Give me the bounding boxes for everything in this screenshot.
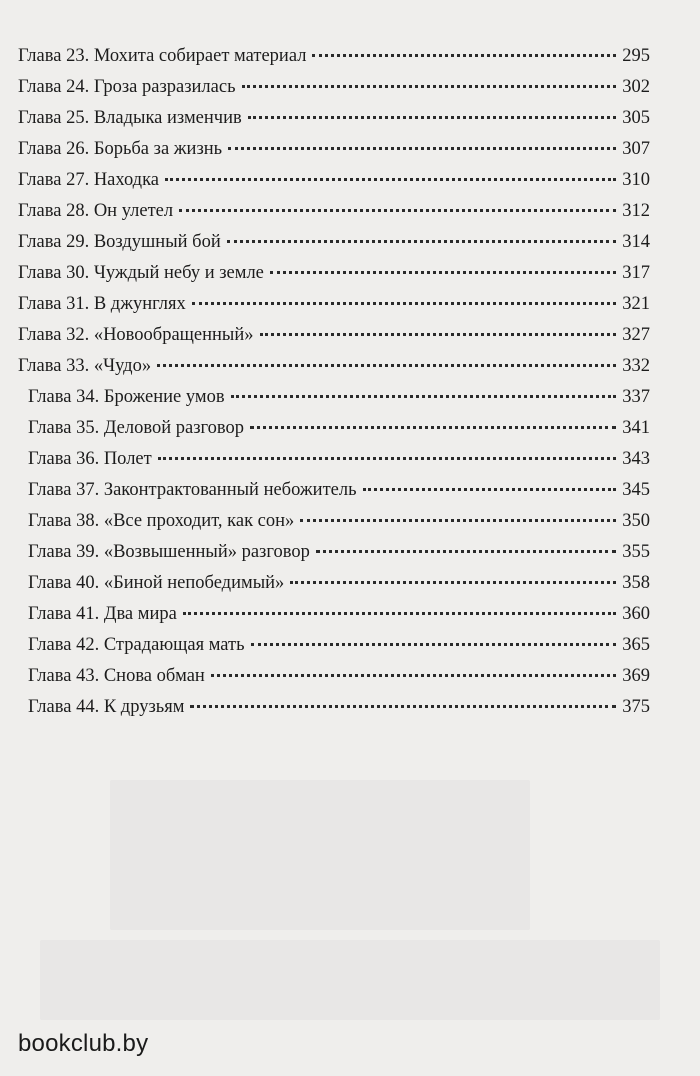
toc-entry-page: 350 (622, 511, 650, 531)
toc-entry (18, 573, 650, 604)
toc-dot-leader (183, 612, 616, 615)
toc-entry-page: 369 (622, 666, 650, 686)
toc-dot-leader (260, 333, 617, 336)
toc-entry (18, 635, 650, 666)
toc-dot-leader (316, 550, 616, 553)
toc-entry-title: Глава 27. Находка (18, 170, 159, 190)
toc-entry-title: Глава 37. Законтрактованный небожитель (28, 480, 357, 500)
toc-dot-leader (251, 643, 617, 646)
toc-entry-title: Глава 33. «Чудо» (18, 356, 152, 376)
toc-entry (18, 418, 650, 449)
toc-entry-title: Глава 35. Деловой разговор (28, 418, 245, 438)
toc-entry-page: 295 (622, 46, 650, 66)
toc-entry-title: Глава 30. Чуждый небу и земле (18, 263, 264, 283)
toc-dot-leader (192, 302, 616, 305)
toc-dot-leader (248, 116, 617, 119)
toc-entry-page: 312 (622, 201, 650, 221)
toc-entry (18, 480, 650, 511)
toc-entry (18, 511, 650, 542)
watermark: bookclub.by (18, 1030, 149, 1057)
toc-dot-leader (179, 209, 616, 212)
toc-entry-title: Глава 29. Воздушный бой (18, 232, 221, 252)
toc-entry-title: Глава 38. «Все проходит, как сон» (28, 511, 295, 531)
toc-entry (18, 77, 650, 108)
toc-dot-leader (228, 147, 616, 150)
toc-entry (18, 108, 650, 139)
toc-entry (18, 542, 650, 573)
toc-entry-page: 302 (622, 77, 650, 97)
toc-entry-page: 360 (622, 604, 650, 624)
toc-entry-title: Глава 26. Борьба за жизнь (18, 139, 223, 159)
toc-dot-leader (290, 581, 616, 584)
toc-entry (18, 232, 650, 263)
toc-entry-title: Глава 40. «Биной непобедимый» (28, 573, 285, 593)
toc-entry-title: Глава 43. Снова обман (28, 666, 205, 686)
toc-entry-title: Глава 34. Брожение умов (28, 387, 225, 407)
toc-entry-title: Глава 32. «Новообращенный» (18, 325, 254, 345)
toc-entry (18, 604, 650, 635)
toc-entry (18, 449, 650, 480)
toc-entry-page: 314 (622, 232, 650, 252)
toc-dot-leader (165, 178, 616, 181)
toc-dot-leader (190, 705, 616, 708)
toc-entry-page: 345 (622, 480, 650, 500)
toc-entry-title: Глава 36. Полет (28, 449, 152, 469)
toc-entry-page: 310 (622, 170, 650, 190)
toc-entry-title: Глава 25. Владыка изменчив (18, 108, 242, 128)
toc-entry (18, 46, 650, 77)
toc-dot-leader (157, 364, 616, 367)
toc-entry-page: 305 (622, 108, 650, 128)
toc-entry (18, 294, 650, 325)
toc-entry (18, 201, 650, 232)
toc-dot-leader (312, 54, 616, 57)
toc-entry (18, 139, 650, 170)
toc-entry-page: 341 (622, 418, 650, 438)
toc-dot-leader (211, 674, 616, 677)
toc-entry (18, 325, 650, 356)
toc-dot-leader (242, 85, 617, 88)
toc-entry-page: 332 (622, 356, 650, 376)
toc-entry-title: Глава 24. Гроза разразилась (18, 77, 236, 97)
toc-dot-leader (227, 240, 617, 243)
toc-entry (18, 387, 650, 418)
show-through-text (110, 780, 530, 930)
toc-dot-leader (250, 426, 616, 429)
toc-dot-leader (363, 488, 617, 491)
toc-entry-page: 365 (622, 635, 650, 655)
toc-entry (18, 263, 650, 294)
toc-entry-title: Глава 44. К друзьям (28, 697, 185, 717)
toc-dot-leader (158, 457, 617, 460)
toc-entry-title: Глава 42. Страдающая мать (28, 635, 245, 655)
toc-entry-page: 307 (622, 139, 650, 159)
toc-entry-page: 337 (622, 387, 650, 407)
toc-dot-leader (231, 395, 617, 398)
toc-entry (18, 697, 650, 728)
toc-entry-page: 375 (622, 697, 650, 717)
toc-entry-page: 343 (622, 449, 650, 469)
toc-dot-leader (300, 519, 616, 522)
toc-entry-page: 327 (622, 325, 650, 345)
toc-entry-title: Глава 23. Мохита собирает материал (18, 46, 307, 66)
toc-entry-page: 358 (622, 573, 650, 593)
toc-entry (18, 356, 650, 387)
toc-entry-page: 355 (622, 542, 650, 562)
toc-entry-title: Глава 41. Два мира (28, 604, 177, 624)
table-of-contents (18, 46, 650, 728)
toc-entry-title: Глава 28. Он улетел (18, 201, 174, 221)
show-through-imprint (40, 940, 660, 1020)
toc-entry-title: Глава 31. В джунглях (18, 294, 186, 314)
toc-entry (18, 666, 650, 697)
toc-entry-page: 317 (622, 263, 650, 283)
toc-entry-page: 321 (622, 294, 650, 314)
toc-entry (18, 170, 650, 201)
toc-entry-title: Глава 39. «Возвышенный» разговор (28, 542, 310, 562)
toc-dot-leader (270, 271, 616, 274)
